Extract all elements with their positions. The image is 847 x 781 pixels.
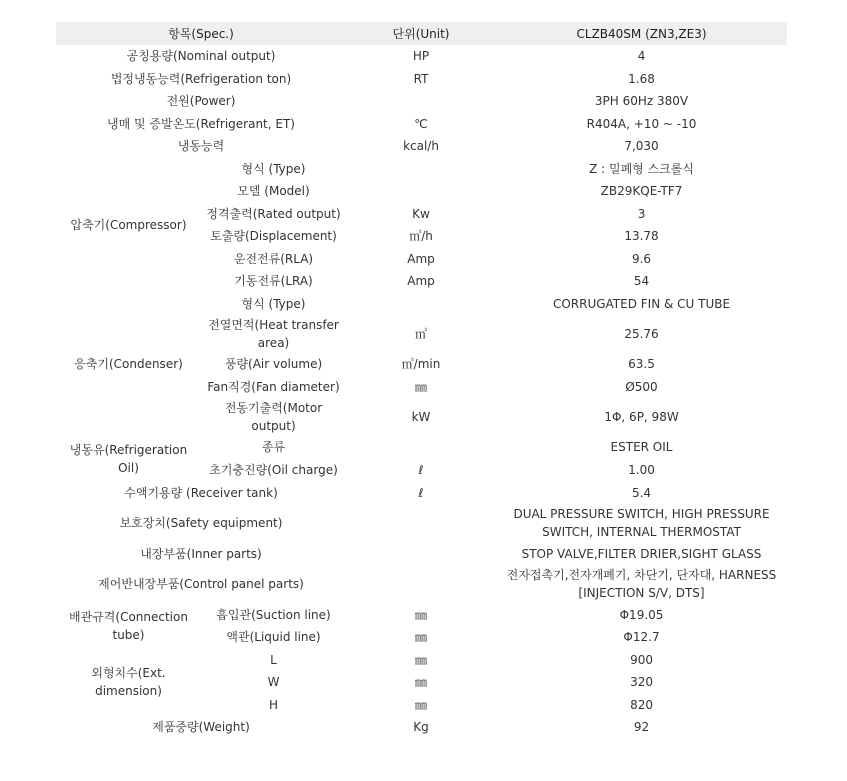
row-label: 정격출력(Rated output) [206, 206, 341, 221]
row-label: 제어반내장부품(Control panel parts) [98, 577, 304, 591]
row-value: 54 [633, 274, 650, 288]
table-row [56, 292, 787, 315]
row-label: 내장부품(Inner parts) [140, 546, 262, 561]
row-unit: ㎥/h [409, 229, 433, 243]
row-label: 운전전류(RLA) [233, 251, 314, 266]
row-value: 3 [637, 206, 646, 221]
row-unit: RT [413, 71, 429, 86]
row-value: Φ19.05 [619, 607, 664, 622]
table-row [56, 648, 787, 671]
row-label: L [270, 652, 277, 667]
row-unit: ㎜ [415, 652, 428, 667]
row-value: 900 [630, 652, 653, 667]
row-unit [346, 90, 496, 112]
table-row [56, 542, 787, 565]
connection-group-label: 배관규격(Connection tube) [69, 609, 188, 642]
table-row [56, 504, 787, 542]
table-row [56, 716, 787, 738]
row-unit: Amp [407, 274, 435, 288]
header-item: 항목(Spec.) [56, 22, 346, 45]
table-row [56, 565, 787, 603]
row-unit: ㎜ [415, 630, 428, 644]
table-row [56, 436, 787, 458]
row-label: Fan직경(Fan diameter) [207, 379, 340, 394]
row-value: 1Φ, 6P, 98W [604, 410, 679, 424]
row-label: 전동기출력(Motor output) [224, 401, 323, 433]
spec-table [56, 22, 787, 738]
row-label: W [267, 675, 280, 689]
row-label: 법정냉동능력(Refrigeration ton) [110, 71, 292, 86]
row-unit: ㎥/min [401, 357, 441, 371]
row-label: 초기충진량(Oil charge) [209, 462, 338, 477]
row-unit: ℃ [414, 116, 428, 131]
row-unit [346, 436, 496, 458]
table-row [56, 112, 787, 135]
row-value: Φ12.7 [623, 630, 660, 644]
row-unit [346, 504, 496, 542]
row-unit: ㎜ [415, 697, 428, 712]
row-label: 형식 (Type) [241, 161, 306, 176]
row-value: 9.6 [631, 251, 652, 266]
header-unit: 단위(Unit) [346, 22, 496, 45]
row-unit: kcal/h [403, 139, 439, 153]
row-value: 5.4 [631, 485, 652, 500]
row-unit: ℓ [418, 462, 424, 477]
row-label: 모델 (Model) [237, 184, 310, 198]
row-unit [346, 542, 496, 565]
row-label: 제품중량(Weight) [152, 720, 250, 734]
table-row [56, 90, 787, 112]
compressor-group-label: 압축기(Compressor) [70, 217, 187, 232]
row-value: 13.78 [624, 229, 659, 243]
row-value: 1.00 [628, 462, 655, 477]
row-unit: ㎜ [415, 675, 428, 689]
row-value: ESTER OIL [610, 440, 673, 454]
row-value: 전자접촉기,전자개폐기, 차단기, 단자대, HARNESS [INJECTION S/V, DTS] [506, 568, 777, 600]
row-unit: HP [412, 49, 430, 63]
row-value: 1.68 [628, 71, 655, 86]
table-row [56, 603, 787, 626]
row-label: 액관(Liquid line) [226, 630, 321, 644]
row-label: 수액기용량 (Receiver tank) [124, 485, 278, 500]
row-unit [346, 565, 496, 603]
row-label: 풍량(Air volume) [224, 357, 323, 371]
row-unit [346, 180, 496, 202]
row-label: 보호장치(Safety equipment) [119, 516, 283, 530]
row-value: DUAL PRESSURE SWITCH, HIGH PRESSURE SWITCH, INTERNAL THERMOSTAT [513, 507, 770, 539]
row-value: 25.76 [624, 327, 659, 341]
row-unit: Kw [412, 206, 430, 221]
row-label: 공칭용량(Nominal output) [126, 49, 276, 63]
condenser-group-label: 응축기(Condenser) [74, 357, 183, 371]
row-unit [346, 157, 496, 180]
row-label: 종류 [261, 440, 286, 454]
row-label: 토출량(Displacement) [210, 229, 337, 243]
row-value: CORRUGATED FIN & CU TUBE [552, 296, 731, 311]
row-value: 3PH 60Hz 380V [594, 94, 689, 108]
row-value: 7,030 [624, 139, 659, 153]
row-label: 전열면적(Heat transfer area) [208, 318, 339, 350]
row-value: 92 [633, 720, 650, 734]
row-value: 63.5 [628, 357, 655, 371]
row-value: STOP VALVE,FILTER DRIER,SIGHT GLASS [521, 546, 762, 561]
row-value: Ø500 [625, 379, 658, 394]
row-label: 기동전류(LRA) [234, 274, 313, 288]
row-label: 냉동능력 [177, 139, 225, 153]
row-unit: Amp [407, 251, 435, 266]
row-unit: kW [411, 410, 431, 424]
row-unit: ㎜ [415, 379, 428, 394]
row-label: 냉매 및 증발온도(Refrigerant, ET) [107, 116, 295, 131]
row-label: 전원(Power) [166, 94, 236, 108]
row-label: H [268, 697, 279, 712]
header-row [56, 22, 787, 45]
row-unit: ℓ [418, 485, 424, 500]
row-value: Z : 밀폐형 스크롤식 [589, 161, 694, 176]
dimension-group-label: 외형치수(Ext. dimension) [91, 666, 166, 698]
table-row [56, 135, 787, 157]
row-unit: ㎡ [415, 327, 428, 341]
table-row [56, 67, 787, 90]
row-value: R404A, +10 ~ -10 [586, 116, 697, 131]
row-value: 320 [630, 675, 653, 689]
row-value: 4 [637, 49, 646, 63]
row-unit: Kg [413, 720, 429, 734]
row-label: 흡입관(Suction line) [216, 607, 331, 622]
oil-group-label: 냉동유(Refrigeration Oil) [69, 442, 188, 475]
row-unit [346, 292, 496, 315]
row-unit: ㎜ [415, 607, 428, 622]
header-model: CLZB40SM (ZN3,ZE3) [496, 22, 787, 45]
table-row [56, 481, 787, 504]
table-row [56, 157, 787, 180]
row-label: 형식 (Type) [241, 296, 306, 311]
row-value: 820 [630, 697, 653, 712]
row-value: ZB29KQE-TF7 [600, 184, 683, 198]
table-row [56, 45, 787, 67]
